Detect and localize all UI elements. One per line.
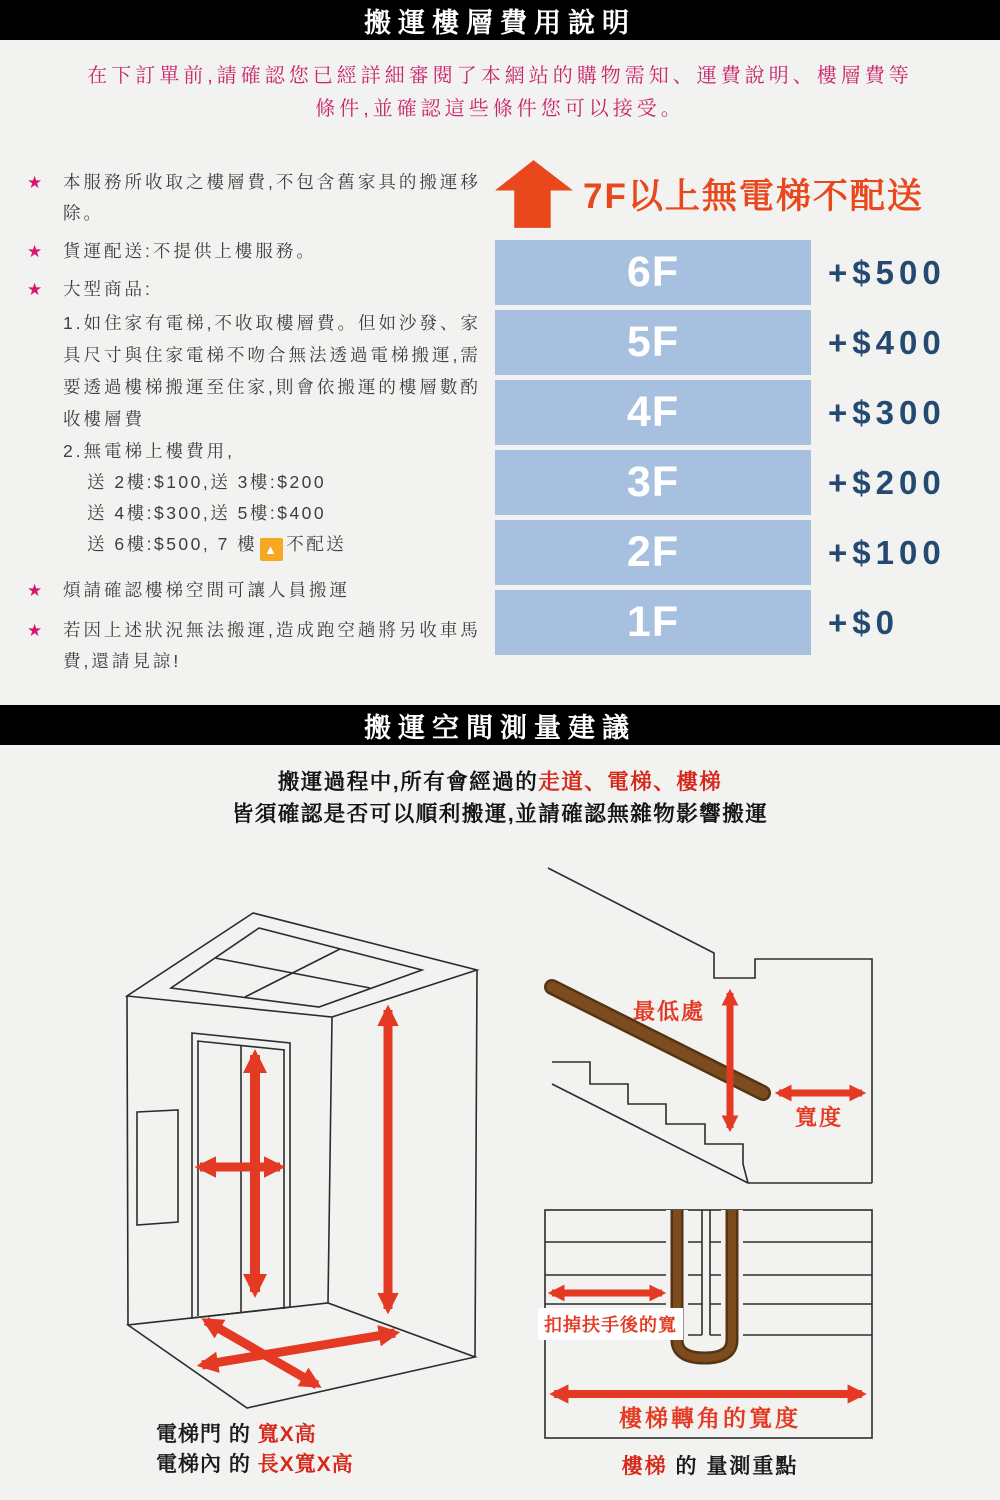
list-item	[27, 236, 495, 267]
elevator-diagram	[100, 860, 500, 1420]
fee-line: 送 4樓:$300,送 5樓:$400	[87, 503, 327, 523]
note-text: 大型商品:	[63, 279, 153, 299]
star-icon: ★	[27, 621, 43, 640]
section2-title: 搬運空間測量建議	[364, 712, 636, 743]
floor-price: +$0	[828, 603, 899, 641]
star-icon: ★	[27, 280, 43, 299]
desc-line2: 皆須確認是否可以順利搬運,並請確認無雜物影響搬運	[231, 802, 769, 826]
fee-line3-text: 不配送	[286, 534, 347, 554]
table-row	[495, 380, 975, 445]
walkup-triangle-badge-icon: ▲	[260, 538, 283, 561]
section1-header-bar	[0, 0, 1000, 40]
fee-line: 送 2樓:$100,送 3樓:$200	[87, 472, 327, 492]
table-row	[495, 310, 975, 375]
section2-header-bar	[0, 705, 1000, 745]
up-arrow-icon	[495, 160, 573, 228]
floor-label: 1F	[495, 590, 811, 655]
floor-label: 5F	[495, 310, 811, 375]
fee-line3-text: 送 6樓:$500, 7 樓	[87, 534, 258, 554]
floor-price: +$400	[828, 323, 946, 361]
intro-line1: 在下訂單前,請確認您已經詳細審閱了本網站的購物需知、運費說明、樓層費等	[87, 65, 913, 87]
elevator-caption	[156, 1420, 354, 1480]
stairs-side-diagram	[530, 858, 890, 1198]
floor-label: 6F	[495, 240, 811, 305]
floor-label: 4F	[495, 380, 811, 445]
star-icon: ★	[27, 581, 43, 600]
label-width-minus-handrail: 扣掉扶手後的寬	[538, 1308, 683, 1340]
notes-list	[27, 167, 495, 684]
elevator-inner-caption: 電梯內 的 長X寬X高	[156, 1453, 354, 1476]
stairs-caption: 樓梯 的 量測重點	[621, 1455, 799, 1478]
note-paragraph: 2.無電梯上樓費用,	[63, 441, 235, 461]
list-item	[27, 167, 495, 229]
list-item	[27, 575, 495, 606]
measure-arrow	[200, 1010, 395, 1385]
list-item	[27, 274, 495, 305]
elevator-door-caption: 電梯門 的 寬X高	[156, 1423, 317, 1446]
star-icon: ★	[27, 173, 43, 192]
list-item	[27, 615, 495, 677]
no-elevator-heading: 7F以上無電梯不配送	[583, 177, 924, 216]
note-text: 本服務所收取之樓層費,不包含舊家具的搬運移除。	[63, 172, 481, 223]
desc-line1: 搬運過程中,所有會經過的走道、電梯、樓梯	[277, 770, 723, 794]
note-text: 煩請確認樓梯空間可讓人員搬運	[63, 580, 350, 600]
no-elevator-row	[495, 160, 975, 228]
floor-price: +$300	[828, 393, 946, 431]
floor-label: 2F	[495, 520, 811, 585]
section2-description	[0, 766, 1000, 830]
floor-price: +$500	[828, 253, 946, 291]
table-row	[495, 450, 975, 515]
star-icon: ★	[27, 242, 43, 261]
intro-line2: 條件,並確認這些條件您可以接受。	[315, 98, 685, 120]
table-row	[495, 590, 975, 655]
fee-line	[87, 529, 495, 561]
table-row	[495, 520, 975, 585]
label-lowest-point: 最低處	[633, 999, 706, 1024]
floor-label: 3F	[495, 450, 811, 515]
intro-paragraph	[0, 60, 1000, 126]
floor-fee-panel	[495, 160, 975, 660]
note-text: 若因上述狀況無法搬運,造成跑空趟將另收車馬費,還請見諒!	[63, 620, 481, 671]
floor-fee-table	[495, 240, 975, 655]
floor-price: +$100	[828, 533, 946, 571]
label-width: 寬度	[795, 1105, 844, 1130]
label-corner-width: 樓梯轉角的寬度	[619, 1405, 801, 1431]
table-row	[495, 240, 975, 305]
note-paragraph: 1.如住家有電梯,不收取樓層費。但如沙發、家具尺寸與住家電梯不吻合無法透過電梯搬運,需要透過樓梯搬運至住家,則會依搬運的樓層數酌收樓層費	[63, 313, 481, 429]
floor-price: +$200	[828, 463, 946, 501]
section1-title: 搬運樓層費用說明	[364, 7, 636, 38]
note-text: 貨運配送:不提供上樓服務。	[63, 241, 317, 261]
